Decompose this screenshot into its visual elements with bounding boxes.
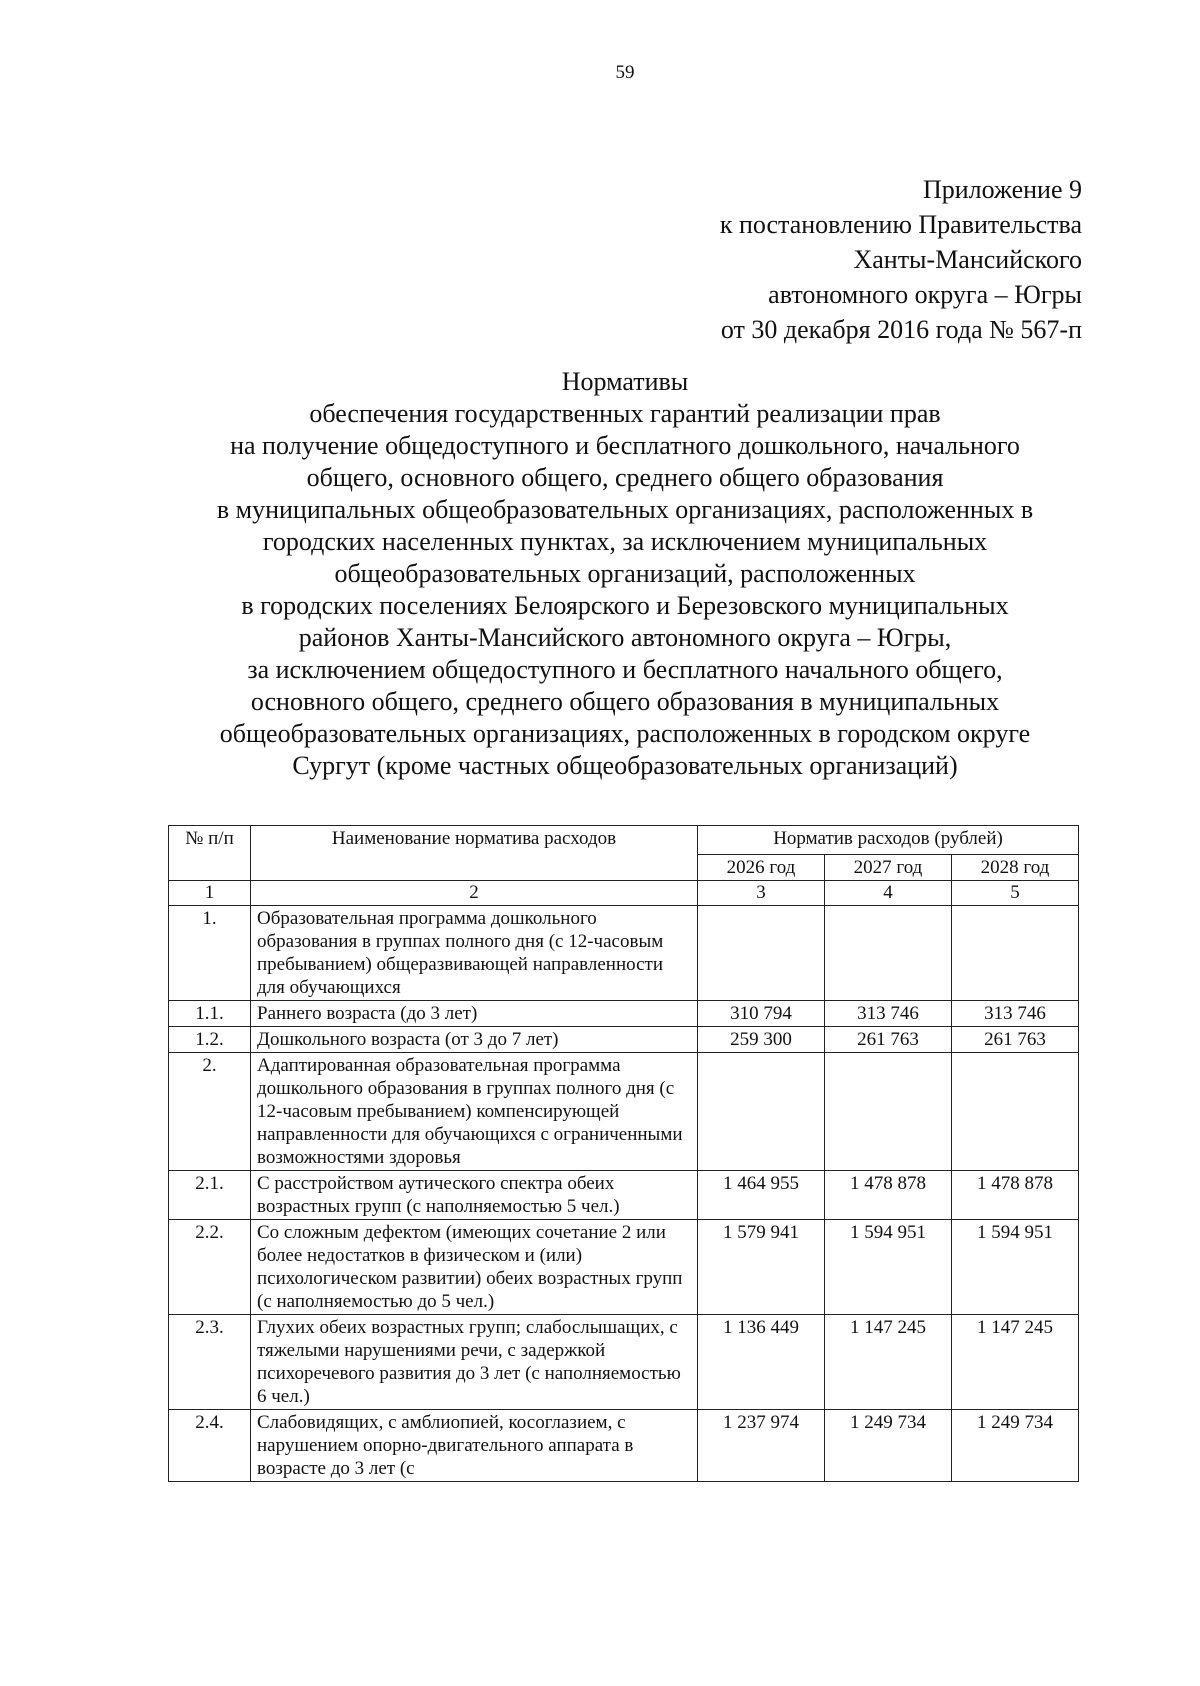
value-2028: 261 763 [952,1027,1079,1053]
table-row [169,1053,1079,1171]
value-2026 [698,1053,825,1171]
value-2027: 1 249 734 [825,1410,952,1482]
title-line: городских населенных пунктах, за исключением муниципальных [262,527,988,556]
row-number: 2. [169,1053,251,1171]
column-number: 3 [698,881,825,906]
page-number: 59 [615,62,635,83]
value-2028: 1 147 245 [952,1315,1079,1410]
header-name: Наименование норматива расходов [251,826,698,881]
value-2026: 1 579 941 [698,1220,825,1315]
appendix-line: Приложение 9 [922,175,1082,204]
row-name: Раннего возраста (до 3 лет) [251,1001,698,1027]
column-number: 2 [251,881,698,906]
table-row [169,906,1079,1001]
row-name: Глухих обеих возрастных групп; слабослышащих, с тяжелыми нарушениями речи, с задержкой психоречевого развития до 3 лет (с наполняемостью 6 чел.) [251,1315,698,1410]
value-2027 [825,1053,952,1171]
value-2026 [698,906,825,1001]
appendix-line: от 30 декабря 2016 года № 567-п [720,315,1082,344]
title-line: районов Ханты-Мансийского автономного округа – Югры, [298,623,952,652]
header-year-2026: 2026 год [698,855,825,881]
value-2027: 261 763 [825,1027,952,1053]
row-number: 2.1. [169,1171,251,1220]
table-row [169,1171,1079,1220]
value-2028 [952,906,1079,1001]
header-group: Норматив расходов (рублей) [698,826,1079,855]
value-2028 [952,1053,1079,1171]
table-row [169,1410,1079,1482]
value-2027: 1 147 245 [825,1315,952,1410]
row-number: 1.1. [169,1001,251,1027]
title-line: в городских поселениях Белоярского и Березовского муниципальных [241,591,1009,620]
title-line: на получение общедоступного и бесплатного дошкольного, начального [230,431,1020,460]
row-number: 1.2. [169,1027,251,1053]
value-2026: 1 136 449 [698,1315,825,1410]
header-year-2027: 2027 год [825,855,952,881]
appendix-block [720,172,1082,347]
title-line: основного общего, среднего общего образования в муниципальных [250,687,1000,716]
column-number: 1 [169,881,251,906]
title-line: за исключением общедоступного и бесплатного начального общего, [247,655,1003,684]
title-line: обеспечения государственных гарантий реализации прав [309,399,941,428]
title-line: общего, основного общего, среднего общего образования [306,463,944,492]
title-line: Сургут (кроме частных общеобразовательных организаций) [292,751,958,780]
column-number-row [169,881,1079,906]
value-2026: 310 794 [698,1001,825,1027]
row-name: Со сложным дефектом (имеющих сочетание 2 или более недостатков в физическом и (или) психологическом развитии) обеих возрастных групп (с наполняемостью до 5 чел.) [251,1220,698,1315]
table-header-row [169,826,1079,855]
row-number: 1. [169,906,251,1001]
table-row [169,1001,1079,1027]
value-2026: 259 300 [698,1027,825,1053]
value-2027: 1 594 951 [825,1220,952,1315]
value-2027: 313 746 [825,1001,952,1027]
value-2027: 1 478 878 [825,1171,952,1220]
header-year-2028: 2028 год [952,855,1079,881]
row-name: Образовательная программа дошкольного образования в группах полного дня (с 12-часовым пребыванием) общеразвивающей направленности для обучающихся [251,906,698,1001]
appendix-line: Ханты-Мансийского [853,245,1082,274]
appendix-line: автономного округа – Югры [768,280,1082,309]
row-name: Адаптированная образовательная программа дошкольного образования в группах полного дня (с 12-часовым пребыванием) компенсирующей направленности для обучающихся с ограниченными возможностями здоровья [251,1053,698,1171]
value-2028: 313 746 [952,1001,1079,1027]
value-2028: 1 249 734 [952,1410,1079,1482]
title-heading: Нормативы [561,367,689,396]
value-2026: 1 237 974 [698,1410,825,1482]
row-number: 2.3. [169,1315,251,1410]
title-line: в муниципальных общеобразовательных организациях, расположенных в [216,495,1034,524]
table-row [169,1027,1079,1053]
row-name: С расстройством аутического спектра обеих возрастных групп (с наполняемостью 5 чел.) [251,1171,698,1220]
row-number: 2.2. [169,1220,251,1315]
table-row [169,1220,1079,1315]
title-line: общеобразовательных организациях, расположенных в городском округе [219,719,1031,748]
value-2028: 1 478 878 [952,1171,1079,1220]
norms-table [168,825,1079,1482]
appendix-line: к постановлению Правительства [719,210,1082,239]
value-2026: 1 464 955 [698,1171,825,1220]
document-title [140,366,1110,782]
row-name: Слабовидящих, с амблиопией, косоглазием, с нарушением опорно-двигательного аппарата в возрасте до 3 лет (с [251,1410,698,1482]
table-row [169,1315,1079,1410]
column-number: 5 [952,881,1079,906]
column-number: 4 [825,881,952,906]
header-num: № п/п [169,826,251,881]
value-2028: 1 594 951 [952,1220,1079,1315]
row-number: 2.4. [169,1410,251,1482]
row-name: Дошкольного возраста (от 3 до 7 лет) [251,1027,698,1053]
title-line: общеобразовательных организаций, расположенных [334,559,916,588]
value-2027 [825,906,952,1001]
